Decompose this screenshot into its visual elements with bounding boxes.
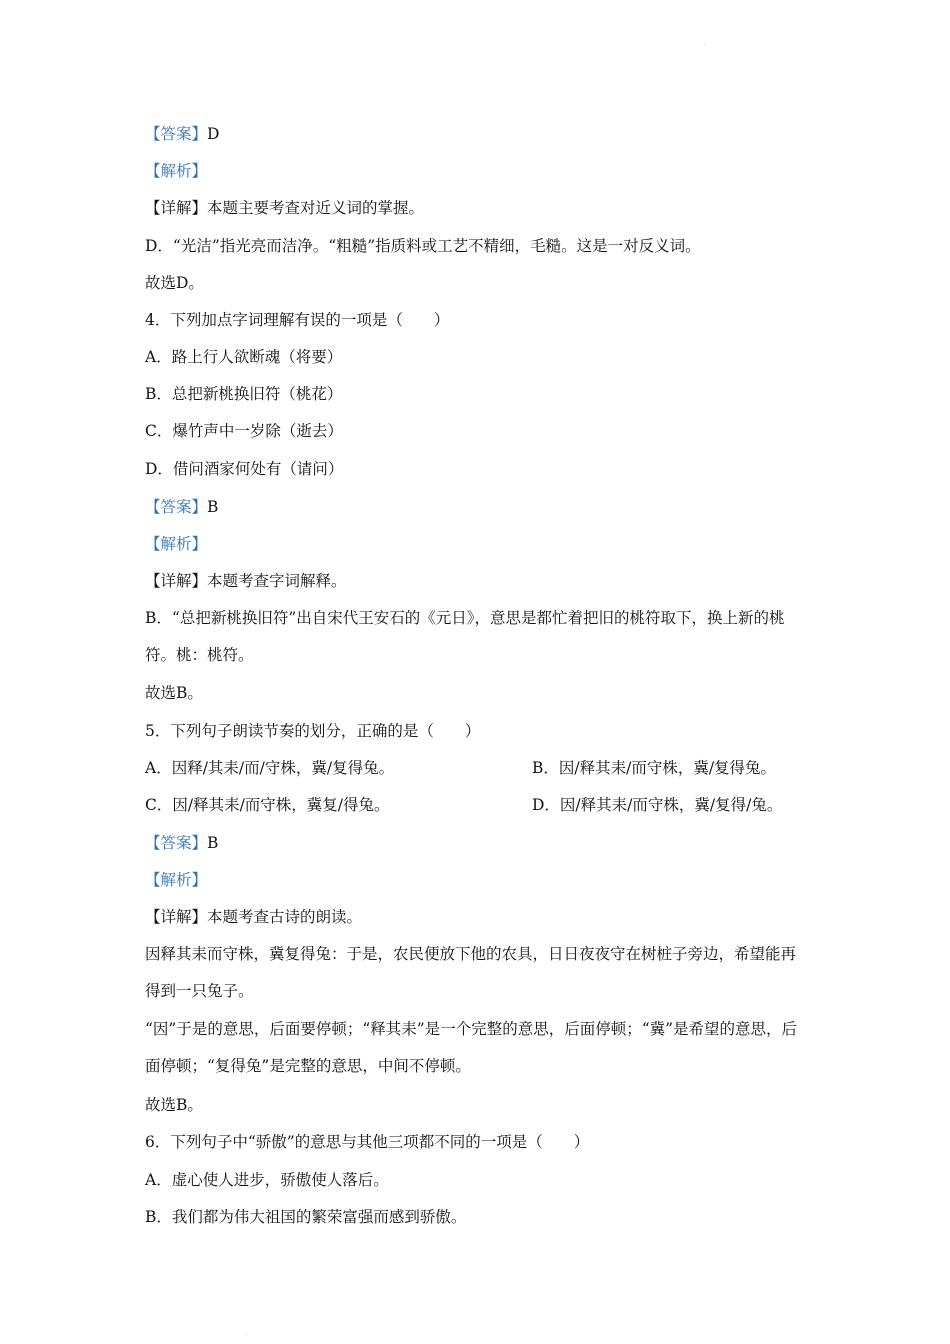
detail-tag: 【详解】 <box>145 572 208 590</box>
analysis-tag: 【解析】 <box>145 871 208 889</box>
answer-tag: 【答案】 <box>145 834 208 852</box>
q4-analysis <box>145 534 810 554</box>
q4-question: 4．下列加点字词理解有误的一项是（ ） <box>145 311 450 329</box>
q4-option-b: B．总把新桃换旧符（桃花） <box>145 385 343 403</box>
q5-options-row-2 <box>145 795 810 815</box>
q4-answer <box>145 497 810 517</box>
detail-text: 本题考查字词解释。 <box>207 572 347 590</box>
q3-conclusion: 故选D。 <box>145 274 204 292</box>
detail-tag: 【详解】 <box>145 199 208 217</box>
analysis-tag: 【解析】 <box>145 535 208 553</box>
q4-detail <box>145 571 810 591</box>
q3-answer <box>145 124 810 144</box>
q6-question: 6．下列句子中“骄傲”的意思与其他三项都不同的一项是（ ） <box>145 1133 590 1151</box>
q3-analysis <box>145 161 810 181</box>
q5-question: 5．下列句子朗读节奏的划分，正确的是（ ） <box>145 722 481 740</box>
q6-option-a: A．虚心使人进步，骄傲使人落后。 <box>145 1171 389 1189</box>
answer-tag: 【答案】 <box>145 125 208 143</box>
q4-option-c: C．爆竹声中一岁除（逝去） <box>145 422 343 440</box>
q5-option-d: D．因/释其耒/而守株，冀/复得/兔。 <box>532 796 783 814</box>
detail-text: 本题主要考查对近义词的掌握。 <box>207 199 425 217</box>
q5-detail <box>145 907 810 927</box>
answer-value: B <box>207 834 219 852</box>
q4-option-a: A．路上行人欲断魂（将要） <box>145 348 343 366</box>
answer-tag: 【答案】 <box>145 498 208 516</box>
q5-explanation-1: 因释其耒而守株，冀复得兔：于是，农民便放下他的农具，日日夜夜守在树桩子旁边，希望能再得到一只兔子。 <box>145 945 797 1000</box>
q6-option-b: B．我们都为伟大祖国的繁荣富强而感到骄傲。 <box>145 1208 467 1226</box>
q5-conclusion: 故选B。 <box>145 1096 203 1114</box>
analysis-tag: 【解析】 <box>145 162 208 180</box>
detail-text: 本题考查古诗的朗读。 <box>207 908 363 926</box>
q3-detail <box>145 198 810 218</box>
q5-option-a: A．因释/其耒/而/守株，冀/复得兔。 <box>145 759 395 777</box>
q5-analysis <box>145 870 810 890</box>
q4-explanation: B．“总把新桃换旧符”出自宋代王安石的《元日》，意思是都忙着把旧的桃符取下，换上新的桃符。桃：桃符。 <box>145 609 785 664</box>
detail-tag: 【详解】 <box>145 908 208 926</box>
page-corner-mark: . <box>704 40 706 47</box>
page-footer-mark: . <box>245 1330 247 1337</box>
q5-options-row-1 <box>145 758 810 778</box>
answer-value: B <box>207 498 219 516</box>
q5-option-c: C．因/释其耒/而守株，冀复/得兔。 <box>145 796 390 814</box>
q4-conclusion: 故选B。 <box>145 684 203 702</box>
answer-value: D <box>207 125 220 143</box>
q3-explanation: D．“光洁”指光亮而洁净。“粗糙”指质料或工艺不精细，毛糙。这是一对反义词。 <box>145 237 701 255</box>
q5-explanation-2: “因”于是的意思，后面要停顿；“释其耒”是一个完整的意思，后面停顿；“冀”是希望的意思，后面停顿；“复得兔”是完整的意思，中间不停顿。 <box>145 1020 798 1075</box>
q5-answer <box>145 833 810 853</box>
q4-option-d: D．借问酒家何处有（请问） <box>145 460 344 478</box>
q5-option-b: B．因/释其耒/而守株，冀/复得兔。 <box>532 759 777 777</box>
